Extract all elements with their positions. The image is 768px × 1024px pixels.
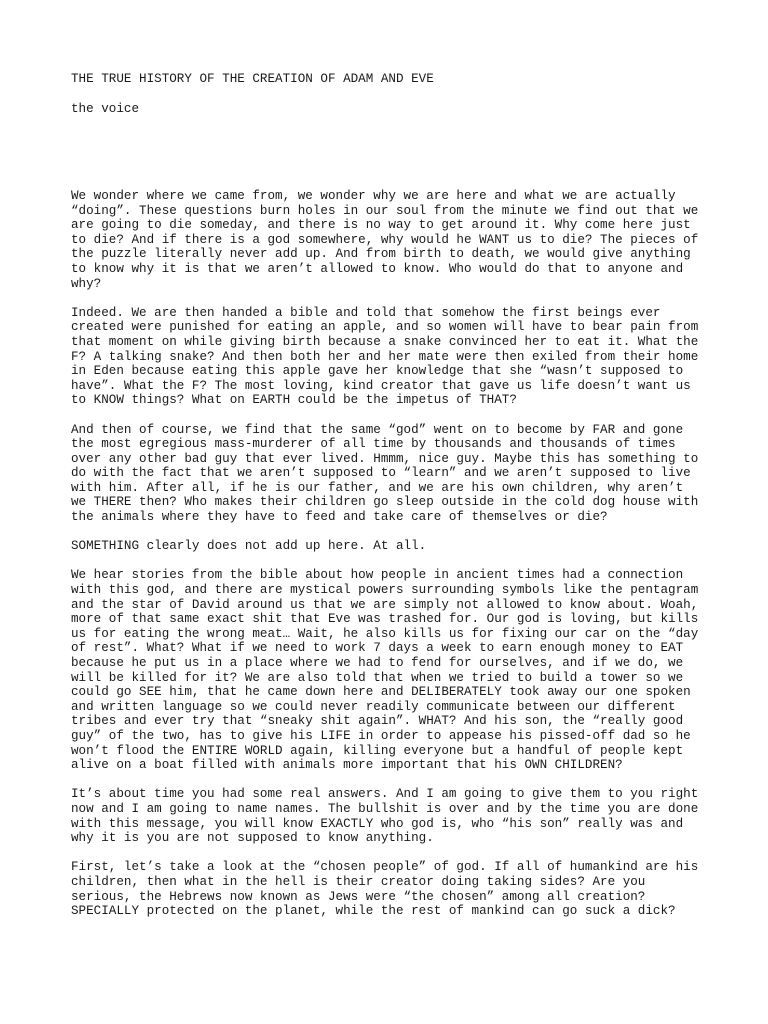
paragraph-line: to KNOW things? What on EARTH could be the impetus of THAT? xyxy=(71,393,517,408)
paragraph xyxy=(71,568,711,772)
paragraph-line: children, then what in the hell is their creator doing taking sides? Are you xyxy=(71,874,646,889)
paragraph-line: SPECIALLY protected on the planet, while the rest of mankind can go suck a dick? xyxy=(71,904,676,919)
paragraph-line: alive on a boat filled with animals more important that his OWN CHILDREN? xyxy=(71,758,623,773)
paragraph-line: will be killed for it? We are also told that when we tried to build a tower so we xyxy=(71,670,684,685)
paragraph-line: F? A talking snake? And then both her and her mate were then exiled from their home xyxy=(71,349,699,364)
paragraph xyxy=(71,189,711,291)
paragraph-line: the puzzle literally never add up. And from birth to death, we would give anything xyxy=(71,247,691,262)
paragraph-line: more of that same exact shit that Eve was trashed for. Our god is loving, but kills xyxy=(71,612,699,627)
paragraph-line: SOMETHING clearly does not add up here. At all. xyxy=(71,539,427,554)
paragraph xyxy=(71,423,711,525)
paragraph-line: to die? And if there is a god somewhere, why would he WANT us to die? The pieces of xyxy=(71,232,699,247)
paragraph-line: and written language so we could never readily communicate between our different xyxy=(71,699,676,714)
paragraph-line: because he put us in a place where we had to fend for ourselves, and if we do, we xyxy=(71,656,684,670)
paragraph-line: over any other bad guy that ever lived. Hmmm, nice guy. Maybe this has something to xyxy=(71,451,699,466)
paragraph-line: we THERE then? Who makes their children go sleep outside in the cold dog house with xyxy=(71,495,699,510)
paragraph-line: are going to die someday, and there is no way to get around it. Why come here just xyxy=(71,218,691,233)
paragraph xyxy=(71,539,711,554)
document-author: the voice xyxy=(71,102,140,116)
paragraph-line: It’s about time you had some real answers. And I am going to give them to you right xyxy=(71,787,699,802)
paragraph-line: with this message, you will know EXACTLY who god is, who “his son” really was and xyxy=(71,816,684,831)
paragraph-line: tribes and ever try that “sneaky shit again”. WHAT? And his son, the “really good xyxy=(71,714,684,729)
paragraph-line: that moment on while giving birth because a snake convinced her to eat it. What the xyxy=(71,334,699,349)
paragraph-line: do with the fact that we aren’t supposed to “learn” and we aren’t supposed to live xyxy=(71,466,691,481)
paragraph-line: First, let’s take a look at the “chosen people” of god. If all of humankind are his xyxy=(71,860,699,875)
paragraph xyxy=(71,306,711,408)
paragraph-line: We hear stories from the bible about how people in ancient times had a connection xyxy=(71,568,684,583)
paragraph-line: could go SEE him, that he came down here and DELIBERATELY took away our one spoken xyxy=(71,685,691,700)
paragraph-line: We wonder where we came from, we wonder why we are here and what we are actually xyxy=(71,189,676,203)
paragraph-line: created were punished for eating an apple, and so women will have to bear pain from xyxy=(71,320,699,335)
paragraph-line: won’t flood the ENTIRE WORLD again, killing everyone but a handful of people kept xyxy=(71,743,684,758)
paragraph-line: to know why it is that we aren’t allowed to know. Who would do that to anyone and xyxy=(71,261,684,276)
paragraph-line: have”. What the F? The most loving, kind creator that gave us life doesn’t want us xyxy=(71,378,691,393)
paragraph xyxy=(71,860,711,918)
paragraph-line: now and I am going to name names. The bullshit is over and by the time you are done xyxy=(71,801,699,816)
paragraph-line: And then of course, we find that the same “god” went on to become by FAR and gone xyxy=(71,422,684,437)
paragraph-line: serious, the Hebrews now known as Jews were “the chosen” among all creation? xyxy=(71,889,646,904)
paragraph-line: with this god, and there are mystical powers surrounding symbols like the pentagram xyxy=(71,583,699,598)
document-title: THE TRUE HISTORY OF THE CREATION OF ADAM AND EVE xyxy=(71,72,434,86)
paragraph-line: why? xyxy=(71,276,102,291)
paragraph-line: with him. After all, if he is our father, and we are his own children, why aren’t xyxy=(71,480,684,495)
paragraph-line: in Eden because eating this apple gave her knowledge that she “wasn’t supposed to xyxy=(71,364,684,379)
paragraph-line: the animals where they have to feed and take care of themselves or die? xyxy=(71,510,608,525)
paragraph-line: of rest”. What? What if we need to work 7 days a week to earn enough money to EAT xyxy=(71,641,684,656)
paragraph-line: and the star of David around us that we are simply not allowed to know about. Woah, xyxy=(71,597,699,612)
document-body xyxy=(71,189,711,933)
paragraph-line: why it is you are not supposed to know anything. xyxy=(71,831,434,846)
paragraph-line: guy” of the two, has to give his LIFE in order to appease his pissed-off dad so he xyxy=(71,728,691,743)
paragraph-line: Indeed. We are then handed a bible and told that somehow the first beings ever xyxy=(71,305,661,320)
paragraph-line: “doing”. These questions burn holes in our soul from the minute we find out that we xyxy=(71,203,699,218)
paragraph xyxy=(71,787,711,845)
paragraph-line: us for eating the wrong meat… Wait, he also kills us for fixing our car on the “day xyxy=(71,626,699,641)
paragraph-line: the most egregious mass-murderer of all time by thousands and thousands of times xyxy=(71,437,676,452)
